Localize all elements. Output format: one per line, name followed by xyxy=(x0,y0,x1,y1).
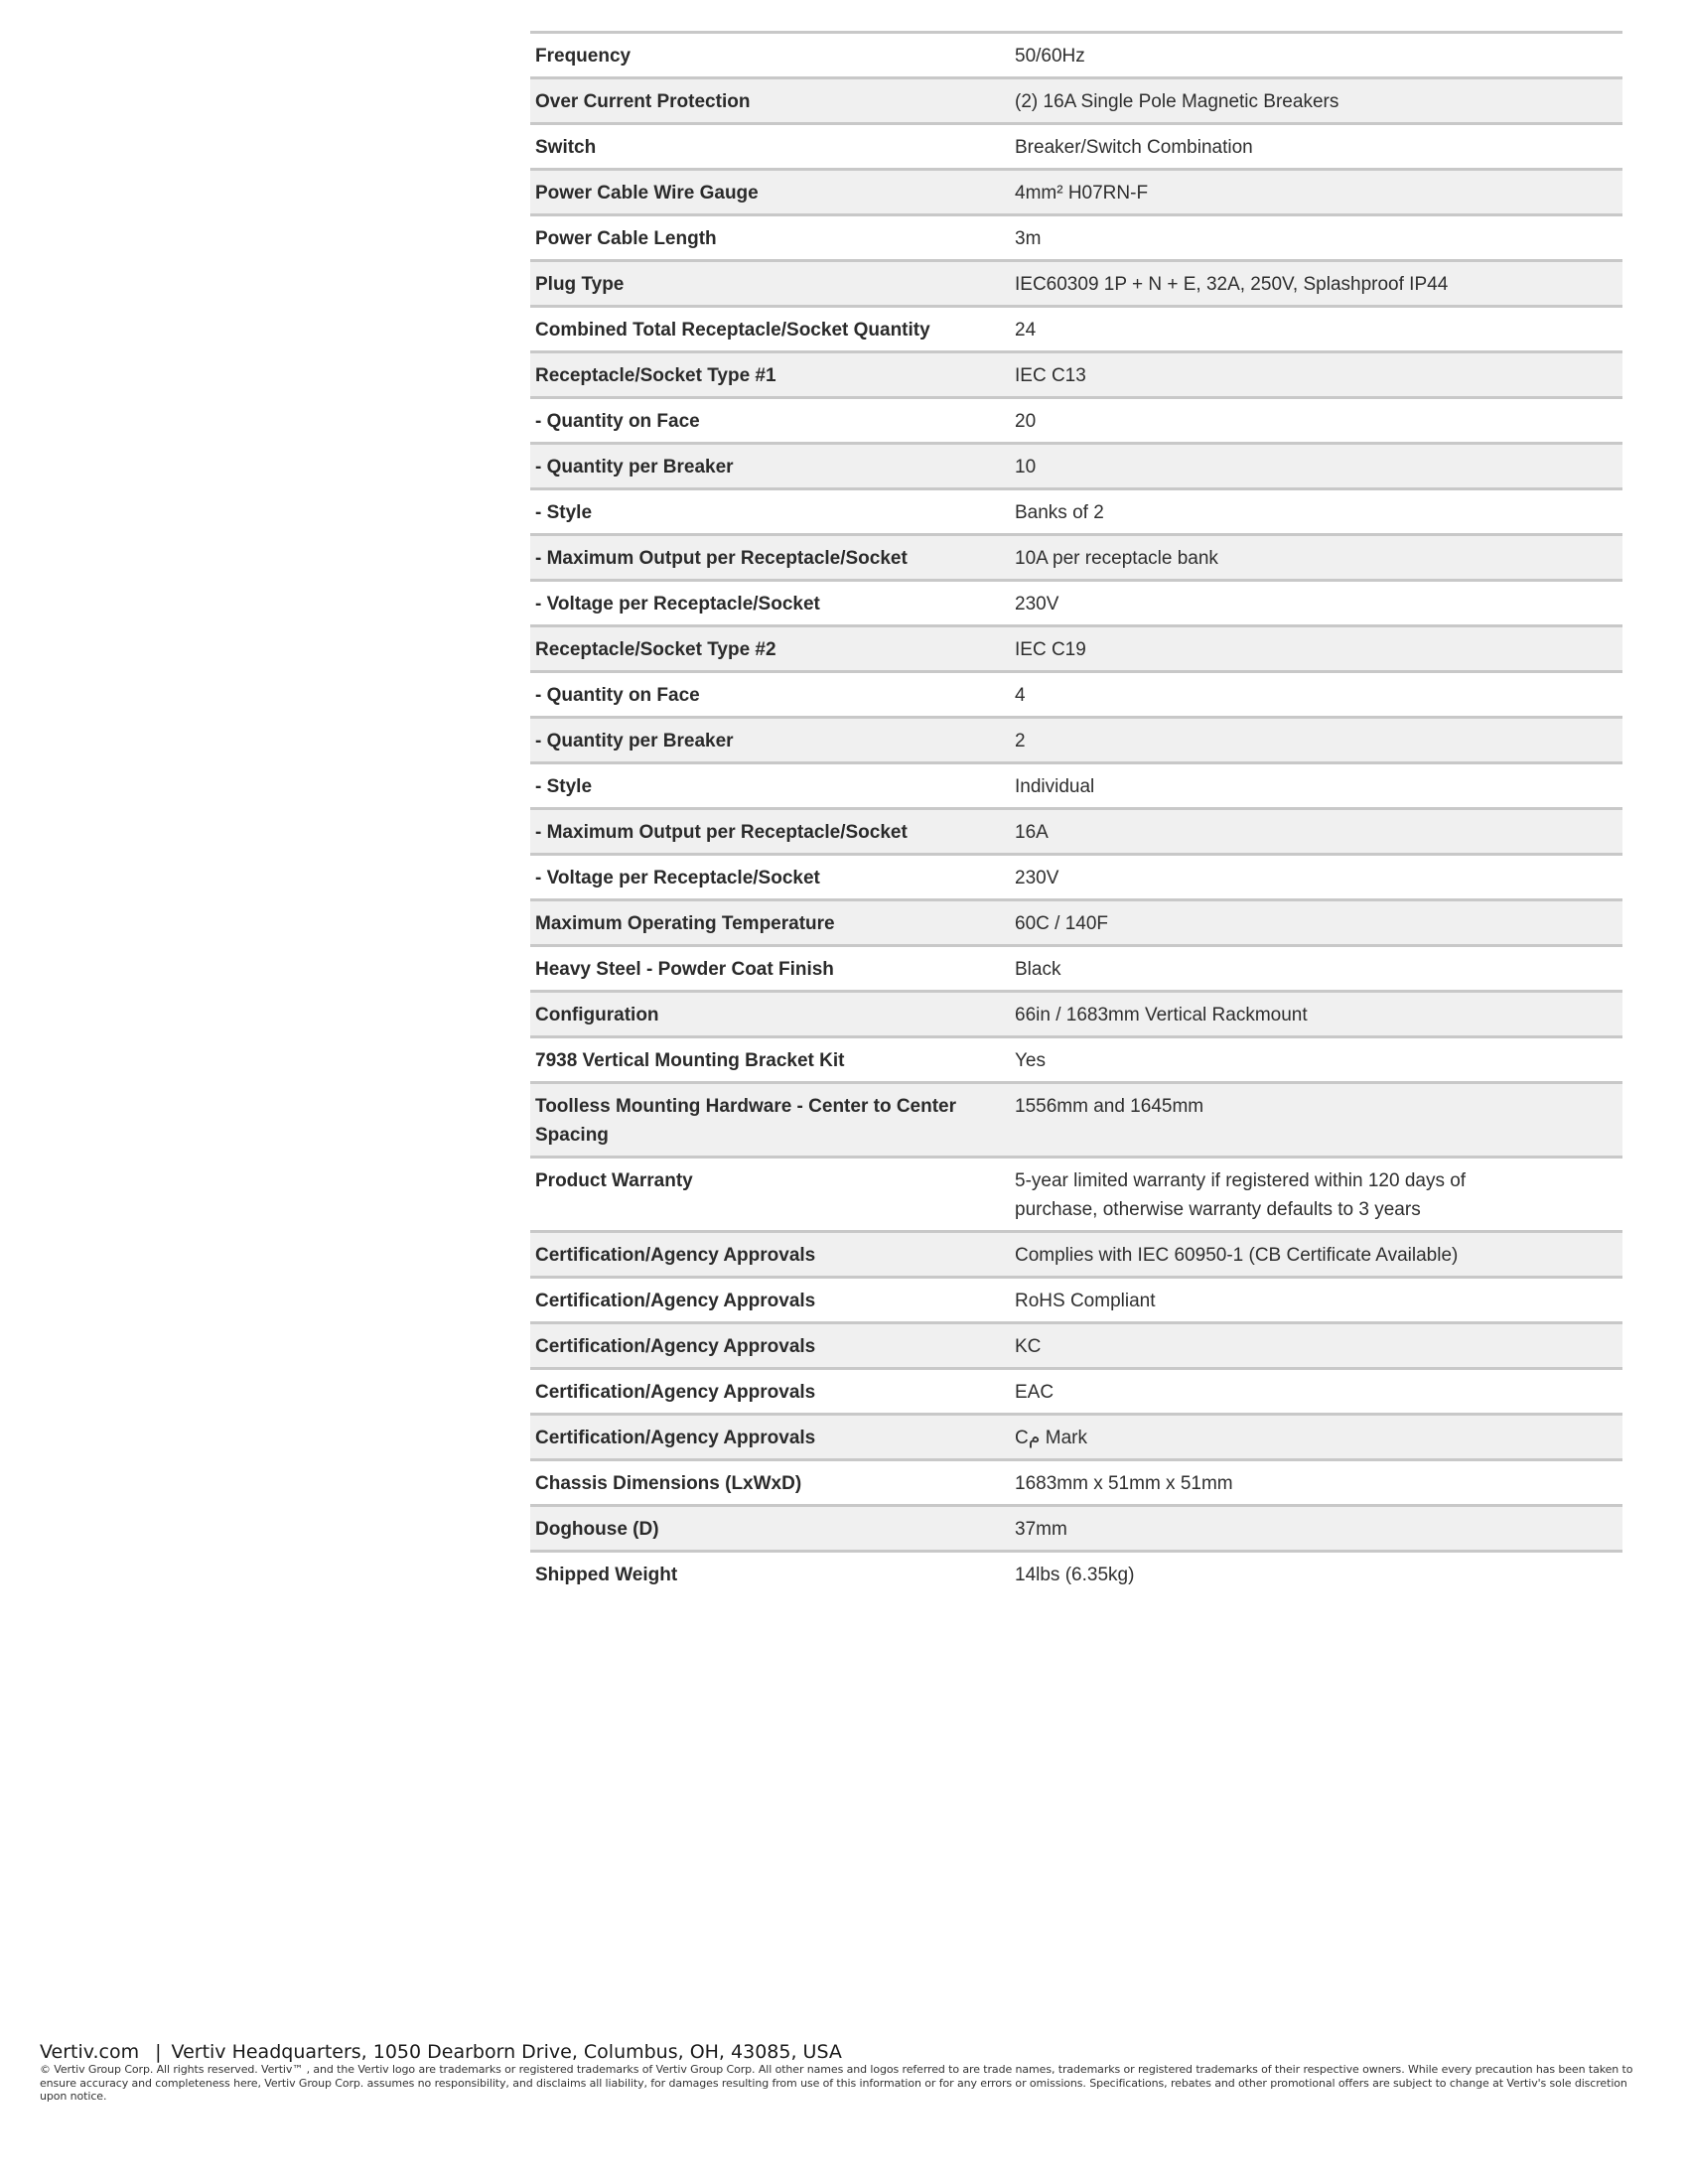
spec-value: 24 xyxy=(1015,320,1037,341)
spec-value: 66in / 1683mm Vertical Rackmount xyxy=(1015,1005,1308,1025)
spec-row xyxy=(530,993,1622,1038)
spec-value: Yes xyxy=(1015,1050,1046,1071)
spec-value: Black xyxy=(1015,959,1061,980)
spec-value: 230V xyxy=(1015,594,1059,614)
spec-label: Combined Total Receptacle/Socket Quantity xyxy=(535,320,930,341)
footer-website-link[interactable]: Vertiv.com xyxy=(40,2041,140,2063)
spec-label: Certification/Agency Approvals xyxy=(535,1382,816,1403)
spec-row xyxy=(530,719,1622,764)
spec-label: - Style xyxy=(535,502,593,523)
spec-value: 16A xyxy=(1015,822,1049,843)
spec-value: (2) 16A Single Pole Magnetic Breakers xyxy=(1015,91,1339,112)
footer-separator: | xyxy=(155,2041,162,2063)
spec-row xyxy=(530,308,1622,353)
spec-label: Switch xyxy=(535,137,597,158)
spec-label: Power Cable Wire Gauge xyxy=(535,183,759,204)
spec-value: 50/60Hz xyxy=(1015,46,1085,67)
spec-value: 10A per receptacle bank xyxy=(1015,548,1218,569)
spec-value: 20 xyxy=(1015,411,1037,432)
spec-label: - Quantity per Breaker xyxy=(535,457,734,478)
spec-label: Toolless Mounting Hardware - Center to Center Spacing xyxy=(535,1096,957,1146)
spec-label: Frequency xyxy=(535,46,632,67)
spec-label: - Voltage per Receptacle/Socket xyxy=(535,868,820,888)
spec-value: IEC60309 1P + N + E, 32A, 250V, Splashproof IP44 xyxy=(1015,274,1449,295)
spec-row xyxy=(530,490,1622,536)
spec-label: Plug Type xyxy=(535,274,625,295)
spec-row xyxy=(530,171,1622,216)
spec-row xyxy=(530,856,1622,901)
spec-value: 3m xyxy=(1015,228,1042,249)
spec-label: Doghouse (D) xyxy=(535,1519,659,1540)
spec-row xyxy=(530,1370,1622,1416)
spec-label: - Quantity on Face xyxy=(535,685,700,706)
spec-row xyxy=(530,1507,1622,1553)
spec-label: Receptacle/Socket Type #1 xyxy=(535,365,776,386)
spec-row xyxy=(530,125,1622,171)
page-footer xyxy=(40,2041,1648,2104)
spec-row xyxy=(530,536,1622,582)
spec-value: Individual xyxy=(1015,776,1095,797)
spec-row xyxy=(530,445,1622,490)
spec-label: Receptacle/Socket Type #2 xyxy=(535,639,776,660)
spec-row xyxy=(530,216,1622,262)
footer-legal-notice: © Vertiv Group Corp. All rights reserved. Vertiv™ , and the Vertiv logo are trademarks or registered trademarks of Vertiv Group Corp. All other names and logos referred to are trade names, trademarks or registered trademarks of their respective owners. While every precaution has been taken to ensure accuracy and completeness here, Vertiv Group Corp. assumes no responsibility, and disclaims all liability, for damages resulting from use of this information or for any errors or omissions. Specifications, rebates and other promotional offers are subject to change at Vertiv's sole discretion upon notice. xyxy=(40,2063,1633,2103)
spec-value: 1683mm x 51mm x 51mm xyxy=(1015,1473,1233,1494)
spec-row xyxy=(530,1553,1622,1598)
spec-row xyxy=(530,1279,1622,1324)
spec-value: Complies with IEC 60950-1 (CB Certificate Available) xyxy=(1015,1245,1459,1266)
spec-row xyxy=(530,764,1622,810)
spec-value: 1556mm and 1645mm xyxy=(1015,1096,1204,1117)
spec-value: 10 xyxy=(1015,457,1037,478)
spec-value: 14lbs (6.35kg) xyxy=(1015,1565,1135,1585)
footer-contact-line xyxy=(40,2041,1648,2063)
spec-row xyxy=(530,582,1622,627)
spec-label: Chassis Dimensions (LxWxD) xyxy=(535,1473,802,1494)
spec-row xyxy=(530,34,1622,79)
spec-value: 37mm xyxy=(1015,1519,1067,1540)
spec-label: - Style xyxy=(535,776,593,797)
spec-label: Heavy Steel - Powder Coat Finish xyxy=(535,959,834,980)
spec-row xyxy=(530,627,1622,673)
spec-label: Certification/Agency Approvals xyxy=(535,1336,816,1357)
spec-label: Certification/Agency Approvals xyxy=(535,1428,816,1448)
spec-value: Breaker/Switch Combination xyxy=(1015,137,1253,158)
spec-value: EAC xyxy=(1015,1382,1055,1403)
spec-value: 5-year limited warranty if registered within 120 days of purchase, otherwise warranty defaults to 3 years xyxy=(1015,1170,1467,1220)
spec-label: - Maximum Output per Receptacle/Socket xyxy=(535,822,908,843)
spec-row xyxy=(530,1416,1622,1461)
spec-value: IEC C13 xyxy=(1015,365,1086,386)
spec-row xyxy=(530,673,1622,719)
spec-value: RoHS Compliant xyxy=(1015,1291,1156,1311)
spec-label: Configuration xyxy=(535,1005,659,1025)
spec-label: - Quantity on Face xyxy=(535,411,700,432)
spec-row xyxy=(530,901,1622,947)
spec-label: Shipped Weight xyxy=(535,1565,678,1585)
spec-value: 4mm² H07RN-F xyxy=(1015,183,1149,204)
spec-value: KC xyxy=(1015,1336,1042,1357)
footer-address: Vertiv Headquarters, 1050 Dearborn Drive, Columbus, OH, 43085, USA xyxy=(171,2041,842,2063)
spec-value: IEC C19 xyxy=(1015,639,1086,660)
spec-row xyxy=(530,1038,1622,1084)
spec-row xyxy=(530,1461,1622,1507)
spec-label: Over Current Protection xyxy=(535,91,751,112)
spec-row xyxy=(530,399,1622,445)
spec-label: - Voltage per Receptacle/Socket xyxy=(535,594,820,614)
spec-label: 7938 Vertical Mounting Bracket Kit xyxy=(535,1050,845,1071)
spec-row xyxy=(530,947,1622,993)
spec-value: 60C / 140F xyxy=(1015,913,1108,934)
spec-value: 230V xyxy=(1015,868,1059,888)
spec-row xyxy=(530,353,1622,399)
spec-value: Cم Mark xyxy=(1015,1428,1087,1448)
spec-label: - Quantity per Breaker xyxy=(535,731,734,751)
spec-value: 4 xyxy=(1015,685,1026,706)
spec-value: Banks of 2 xyxy=(1015,502,1104,523)
spec-label: Certification/Agency Approvals xyxy=(535,1245,816,1266)
spec-label: Product Warranty xyxy=(535,1170,693,1191)
spec-label: Certification/Agency Approvals xyxy=(535,1291,816,1311)
spec-label: Maximum Operating Temperature xyxy=(535,913,835,934)
spec-row xyxy=(530,1324,1622,1370)
spec-row xyxy=(530,1159,1622,1233)
spec-label: Power Cable Length xyxy=(535,228,717,249)
spec-row xyxy=(530,1084,1622,1159)
spec-row xyxy=(530,262,1622,308)
spec-row xyxy=(530,810,1622,856)
spec-row xyxy=(530,1233,1622,1279)
specifications-table xyxy=(530,31,1622,1598)
spec-value: 2 xyxy=(1015,731,1026,751)
spec-row xyxy=(530,79,1622,125)
spec-label: - Maximum Output per Receptacle/Socket xyxy=(535,548,908,569)
